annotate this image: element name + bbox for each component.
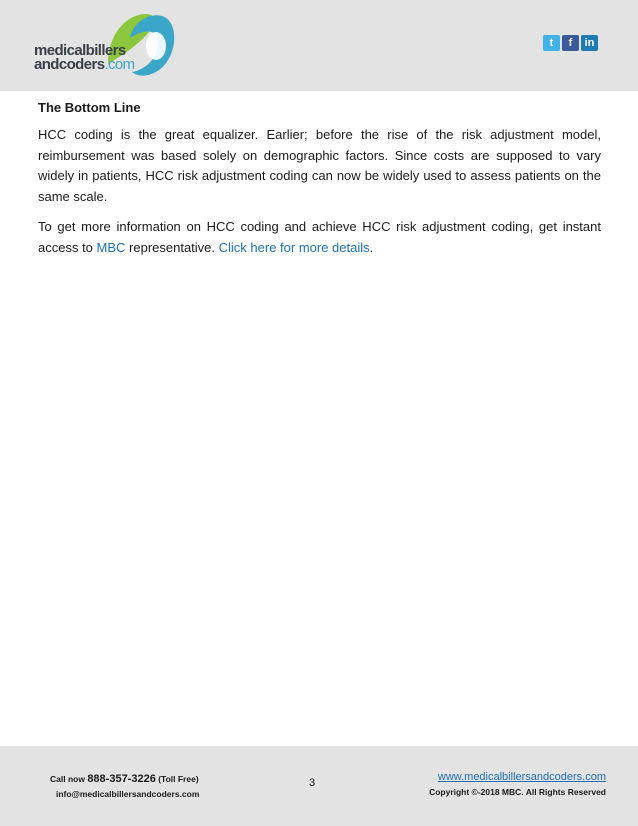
paragraph-2 (38, 217, 601, 258)
footer-contact (50, 772, 199, 802)
paragraph-2-text-mid: representative. (125, 239, 219, 255)
paragraph-2-text-start: To get more information on HCC coding and achieve HCC risk adjustment coding, get instant access to (38, 219, 601, 255)
logo-line1: medicalbillers (34, 42, 126, 59)
call-prefix: Call now (50, 774, 88, 784)
paragraph-1: HCC coding is the great equalizer. Earlier; before the rise of the risk adjustment model, reimbursement was based solely on demographic factors. Since costs are supposed to vary widely in patients, HCC risk adjustment coding can now be widely used to assess patients on the same scale. (38, 127, 601, 204)
logo-line2: andcoders (34, 56, 105, 73)
footer-call-line (50, 772, 199, 787)
paragraph-2-text-end: . (369, 239, 374, 255)
page-number: 3 (309, 777, 316, 789)
copyright-text: Copyright ©-2018 MBC. All Rights Reserved (429, 787, 606, 797)
main-content (38, 100, 601, 268)
logo-line2-wrapper (34, 58, 135, 72)
mbc-link[interactable]: MBC (96, 239, 126, 255)
logo-wordmark (34, 44, 135, 72)
social-links (543, 35, 598, 51)
toll-free-label: (Toll Free) (155, 774, 199, 784)
twitter-icon[interactable]: t (543, 35, 560, 51)
page-header (0, 0, 638, 91)
footer-email[interactable]: info@medicalbillersandcoders.com (56, 789, 200, 799)
page-footer (0, 746, 638, 826)
phone-number[interactable]: 888-357-3226 (87, 773, 156, 785)
logo-line2-suffix: .com (104, 56, 135, 73)
section-heading: The Bottom Line (38, 100, 141, 115)
facebook-icon[interactable]: f (562, 35, 579, 51)
footer-site (429, 770, 606, 800)
more-details-link[interactable]: Click here for more details (218, 239, 370, 255)
linkedin-icon[interactable]: in (581, 35, 598, 51)
website-link[interactable]: www.medicalbillersandcoders.com (437, 771, 606, 783)
mbc-logo[interactable] (34, 10, 184, 84)
